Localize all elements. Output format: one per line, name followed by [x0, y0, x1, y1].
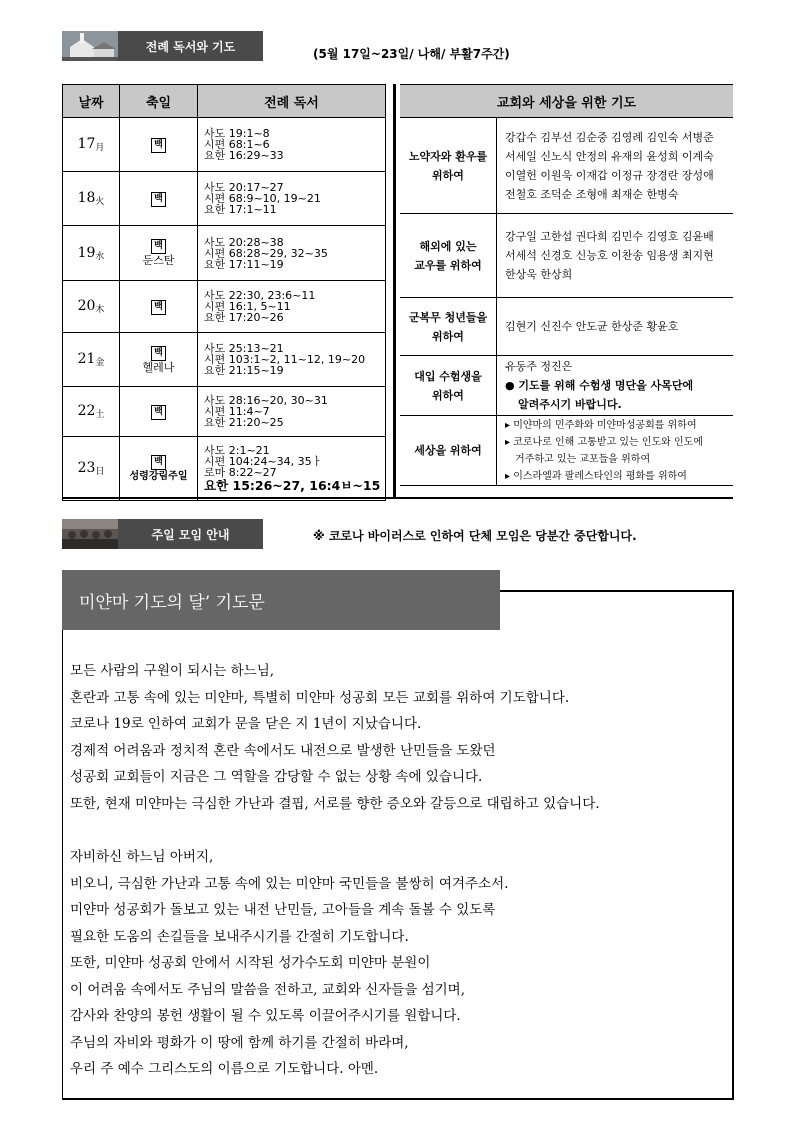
group-label-line: 노약자와 환우를 [408, 149, 488, 163]
reading-line: 요한 17:11~19 [204, 257, 284, 271]
reading-line: 사도 25:13~21 [204, 342, 284, 355]
group-names [497, 356, 734, 416]
feast-cell [120, 281, 198, 333]
prayer-line: 자비하신 하느님 아버지, [70, 849, 214, 865]
readings-cell [198, 172, 386, 226]
prayer-title: 미얀마 기도의 달’ 기도문 [62, 570, 500, 630]
weekday: 火 [95, 197, 105, 207]
prayer-line: 경제적 어려움과 정치적 혼란 속에서도 내전으로 발생한 난민들을 도왔던 [70, 742, 496, 759]
reading-line: 시편 103:1~2, 11~12, 19~20 [204, 353, 366, 366]
prayer-group-row [400, 118, 733, 214]
date-cell [63, 387, 120, 437]
prayer-table-title: 교회와 세상을 위한 기도 [400, 85, 733, 118]
reading-line: 사도 20:17~27 [204, 181, 284, 194]
prayer-line: 미얀마 성공회가 돌보고 있는 내전 난민들, 고아들을 계속 돌볼 수 있도록 [70, 902, 496, 918]
group-label-line: 해외에 있는 [419, 239, 477, 253]
group-label-line: 군복무 청년들을 [408, 310, 488, 324]
day-number: 23 [77, 460, 96, 476]
group-label-line: 위하여 [432, 329, 464, 343]
prayer-line: 이 어려움 속에서도 주님의 말씀을 전하고, 교회와 신자들을 섬기며, [70, 981, 466, 998]
liturgical-color-badge: 백 [151, 138, 166, 153]
feast-cell [120, 387, 198, 437]
day-number: 21 [77, 351, 96, 367]
table-bottom-rule [62, 497, 733, 499]
group-name-line: 강구일 고한섭 권다희 김민수 김영호 김윤배 [505, 230, 714, 243]
prayer-text [70, 658, 730, 1083]
feast-cell [120, 118, 198, 172]
liturgical-color-badge: 백 [151, 346, 166, 361]
church-image [62, 31, 118, 61]
reading-line: 요한 17:1~11 [204, 203, 277, 216]
weekday: 木 [95, 305, 105, 315]
group-name-line: 알려주시기 바랍니다. [518, 398, 622, 411]
reading-line: 시편 104:24~34, 35ㅏ [204, 454, 323, 468]
group-label-line: 대입 수험생을 [414, 369, 482, 383]
reading-row [63, 118, 386, 172]
prayer-line: 필요한 도움의 손길들을 보내주시기를 간절히 기도합니다. [70, 928, 409, 945]
period-label: (5월 17일~23일/ 나해/ 부활7주간) [313, 47, 510, 61]
prayer-line: 또한, 미얀마 성공회 안에서 시작된 성가수도회 미얀마 분원이 [70, 955, 431, 971]
group-names [497, 416, 734, 486]
group-label [400, 356, 497, 416]
reading-line: 사도 20:28~38 [204, 235, 284, 249]
liturgical-color-badge: 백 [151, 192, 166, 207]
group-names [497, 298, 734, 356]
group-label [400, 118, 497, 214]
col-date: 날짜 [63, 85, 120, 118]
reading-line: 시편 16:1, 5~11 [204, 300, 291, 313]
group-name-line: 김현기 신진수 안도균 한상준 황윤호 [505, 320, 679, 333]
reading-line: 사도 19:1~8 [204, 127, 270, 140]
reading-line: 시편 68:9~10, 19~21 [204, 192, 321, 205]
reading-line: 시편 68:1~6 [204, 138, 270, 151]
col-feast: 축일 [120, 85, 198, 118]
liturgy-section-title: 전례 독서와 기도 [118, 31, 263, 61]
reading-row [63, 226, 386, 281]
weekday: 金 [95, 358, 105, 368]
reading-line: 요한 16:29~33 [204, 149, 284, 162]
group-name-line: 전철호 조덕순 조형애 최재순 한병숙 [505, 187, 679, 201]
liturgical-color-badge: 백 [151, 455, 166, 470]
reading-line: 사도 2:1~21 [204, 443, 270, 457]
readings-cell [198, 437, 386, 501]
readings-table [62, 84, 386, 501]
group-names [497, 118, 734, 214]
group-label-line: 위하여 [432, 388, 464, 402]
weekday: 水 [95, 251, 105, 262]
weekday: 土 [95, 410, 105, 420]
reading-row [63, 172, 386, 226]
reading-line: 시편 11:4~7 [204, 405, 270, 418]
feast-name: 성령강림주일 [129, 470, 188, 482]
readings-cell [198, 387, 386, 437]
group-name-line: ▸ 코로나로 인해 고통받고 있는 인도와 인도에 [505, 436, 703, 448]
date-cell [63, 226, 120, 281]
group-name-line: ▸ 미얀마의 민주화와 미얀마성공회를 위하여 [505, 419, 697, 431]
prayer-line: 코로나 19로 인하여 교회가 문을 닫은 지 1년이 지났습니다. [70, 716, 422, 732]
group-name-line: 서세일 신노식 안정의 유재의 윤성희 이계숙 [505, 149, 714, 163]
day-number: 19 [77, 244, 96, 261]
feast-cell [120, 226, 198, 281]
liturgical-color-badge: 백 [151, 239, 166, 254]
reading-line: 요한 17:20~26 [204, 311, 284, 324]
feast-cell [120, 333, 198, 387]
meeting-image [62, 519, 118, 549]
group-name-line: 강갑수 김부선 김순중 김영례 김인숙 서병준 [505, 130, 714, 144]
weekday: 日 [95, 467, 105, 477]
church-icon [62, 31, 118, 61]
liturgical-color-badge: 백 [151, 405, 166, 420]
prayer-group-row [400, 298, 733, 356]
reading-row [63, 281, 386, 333]
group-label-line: 위하여 [432, 168, 464, 182]
group-label [400, 416, 497, 486]
reading-line: 사도 28:16~20, 30~31 [204, 394, 328, 407]
sunday-section-title: 주일 모임 안내 [118, 519, 263, 549]
date-cell [63, 333, 120, 387]
feast-cell [120, 172, 198, 226]
day-number: 18 [77, 190, 96, 206]
date-cell [63, 172, 120, 226]
group-name-line: 서세석 신경호 신능호 이찬송 임용생 최지현 [505, 249, 714, 262]
prayer-line: 혼란과 고통 속에 있는 미얀마, 특별히 미얀마 성공회 모든 교회를 위하여 기도합니다. [70, 689, 570, 706]
reading-line: 사도 22:30, 23:6~11 [204, 289, 316, 302]
prayer-line: 비오니, 극심한 가난과 고통 속에 있는 미얀마 국민들을 불쌍히 여겨주소서. [70, 875, 509, 892]
column-divider [393, 84, 396, 498]
date-cell [63, 281, 120, 333]
weekday: 月 [95, 143, 105, 153]
readings-cell [198, 333, 386, 387]
feast-name: 둔스탄 [142, 254, 175, 267]
prayer-table [400, 84, 733, 486]
meeting-photo-icon [62, 519, 118, 549]
reading-row [63, 437, 386, 501]
day-number: 20 [77, 298, 96, 314]
prayer-line: 우리 주 예수 그리스도의 이름으로 기도합니다. 아멘. [70, 1061, 379, 1077]
group-label-line: 세상을 위하여 [414, 444, 482, 457]
reading-line: 요한 21:20~25 [204, 416, 284, 429]
sunday-notice: ※ 코로나 바이러스로 인하여 단체 모임은 당분간 중단합니다. [313, 529, 637, 543]
group-names [497, 214, 734, 298]
date-cell [63, 118, 120, 172]
group-label [400, 298, 497, 356]
readings-cell [198, 226, 386, 281]
paragraph-gap [70, 817, 730, 844]
reading-row [63, 387, 386, 437]
day-number: 17 [77, 136, 96, 152]
group-name-line: ▸ 이스라엘과 팔레스타인의 평화를 위하여 [505, 470, 687, 482]
group-name-line: 유동주 정진은 [505, 360, 573, 373]
prayer-group-row [400, 416, 733, 486]
group-name-line: 한상욱 한상희 [505, 268, 573, 281]
feast-cell [120, 437, 198, 501]
prayer-line: 모든 사람의 구원이 되시는 하느님, [70, 663, 275, 679]
prayer-line: 성공회 교회들이 지금은 그 역할을 감당할 수 없는 상황 속에 있습니다. [70, 769, 483, 785]
prayer-line: 또한, 현재 미얀마는 극심한 가난과 결핍, 서로를 향한 증오와 갈등으로 대립하고 있습니다. [70, 795, 600, 812]
date-cell [63, 437, 120, 501]
group-name-line: ● 기도를 위해 수험생 명단을 사목단에 [505, 379, 694, 392]
group-label [400, 214, 497, 298]
reading-line: 시편 68:28~29, 32~35 [204, 246, 328, 260]
liturgical-color-badge: 백 [151, 300, 166, 315]
prayer-group-row [400, 214, 733, 298]
feast-name: 헬레나 [142, 360, 175, 374]
reading-line: 요한 21:15~19 [204, 364, 284, 377]
readings-cell [198, 118, 386, 172]
group-name-line: 이열헌 이원욱 이재갑 이정규 장경란 장성애 [505, 168, 714, 182]
prayer-line: 주님의 자비와 평화가 이 땅에 함께 하기를 간절히 바라며, [70, 1034, 409, 1051]
reading-line: 로마 8:22~27 [204, 465, 277, 479]
day-number: 22 [77, 403, 96, 419]
reading-line: 요한 15:26~27, 16:4ㅂ~15 [204, 477, 381, 493]
reading-row [63, 333, 386, 387]
prayer-group-row [400, 356, 733, 416]
group-label-line: 교우를 위하여 [414, 258, 482, 272]
prayer-line: 감사와 찬양의 봉헌 생활이 될 수 있도록 이끌어주시기를 원합니다. [70, 1008, 461, 1024]
readings-cell [198, 281, 386, 333]
col-readings: 전례 독서 [198, 85, 386, 118]
group-name-line: 거주하고 있는 교포들을 위하여 [515, 453, 651, 465]
